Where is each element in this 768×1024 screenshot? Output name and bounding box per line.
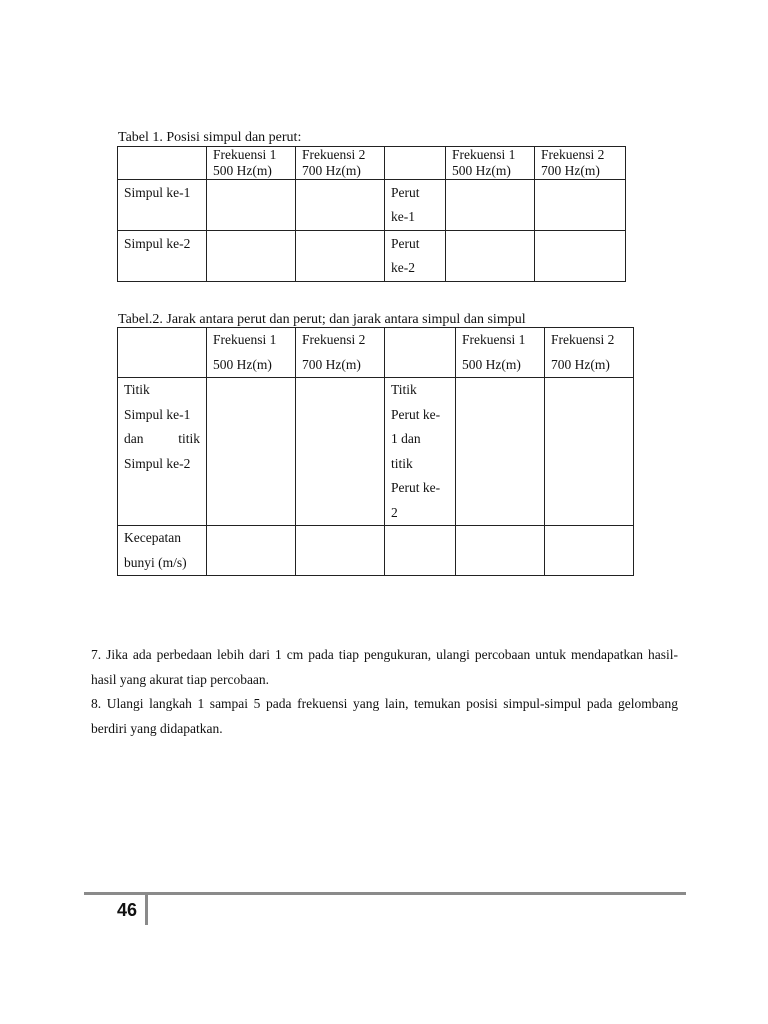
- table1-header-row: [118, 147, 626, 180]
- table2-row1-label: Titik Simpul ke-1 dan titik Simpul ke-2: [118, 378, 207, 526]
- table-row: [118, 378, 634, 526]
- table-cell: [296, 526, 385, 576]
- table-cell: [296, 231, 385, 282]
- table-cell: [207, 526, 296, 576]
- table1-header-freq2: Frekuensi 2 700 Hz(m): [296, 147, 385, 180]
- table2-header-empty-mid: [385, 328, 456, 378]
- table2-header-freq2b: Frekuensi 2 700 Hz(m): [545, 328, 634, 378]
- table1-header-empty-mid: [385, 147, 446, 180]
- table-cell: [207, 378, 296, 526]
- table2-header-empty: [118, 328, 207, 378]
- footer-vertical-rule: [145, 895, 148, 925]
- instruction-step-7: 7. Jika ada perbedaan lebih dari 1 cm pada tiap pengukuran, ulangi percobaan untuk mendapatkan hasil-hasil yang akurat tiap percobaan.: [91, 647, 678, 687]
- table-cell: [446, 180, 535, 231]
- table-cell: [296, 378, 385, 526]
- table1-header-freq1b: Frekuensi 1 500 Hz(m): [446, 147, 535, 180]
- table2-row1-mid-label: Titik Perut ke- 1 dan titik Perut ke- 2: [385, 378, 456, 526]
- table-cell: [207, 180, 296, 231]
- table-cell: [296, 180, 385, 231]
- table-cell: [535, 231, 626, 282]
- table1-row1-label: Simpul ke-1: [118, 180, 207, 231]
- table-row: [118, 526, 634, 576]
- table2-header-row: [118, 328, 634, 378]
- table-row: [118, 231, 626, 282]
- page-number: 46: [117, 900, 138, 920]
- table-cell: [446, 231, 535, 282]
- table-cell: [545, 526, 634, 576]
- table1-header-freq2b: Frekuensi 2 700 Hz(m): [535, 147, 626, 180]
- footer-rule: [84, 892, 686, 895]
- table2: [117, 327, 634, 576]
- table-cell: [385, 526, 456, 576]
- table-cell: [456, 526, 545, 576]
- table-cell: [535, 180, 626, 231]
- table1-row1-mid-label: Perut ke-1: [385, 180, 446, 231]
- table2-header-freq1b: Frekuensi 1 500 Hz(m): [456, 328, 545, 378]
- table1-caption: Tabel 1. Posisi simpul dan perut:: [118, 130, 302, 145]
- table1: [117, 146, 626, 282]
- table2-caption: Tabel.2. Jarak antara perut dan perut; dan jarak antara simpul dan simpul: [118, 312, 526, 327]
- table2-row2-label: Kecepatan bunyi (m/s): [118, 526, 207, 576]
- instruction-step-8: 8. Ulangi langkah 1 sampai 5 pada frekuensi yang lain, temukan posisi simpul-simpul pada gelombang berdiri yang didapatkan.: [91, 696, 678, 736]
- table-cell: [207, 231, 296, 282]
- table1-header-empty: [118, 147, 207, 180]
- table-cell: [456, 378, 545, 526]
- table2-header-freq2: Frekuensi 2 700 Hz(m): [296, 328, 385, 378]
- table1-row2-label: Simpul ke-2: [118, 231, 207, 282]
- table-row: [118, 180, 626, 231]
- table-cell: [545, 378, 634, 526]
- table1-header-freq1: Frekuensi 1 500 Hz(m): [207, 147, 296, 180]
- table2-header-freq1: Frekuensi 1 500 Hz(m): [207, 328, 296, 378]
- table1-row2-mid-label: Perut ke-2: [385, 231, 446, 282]
